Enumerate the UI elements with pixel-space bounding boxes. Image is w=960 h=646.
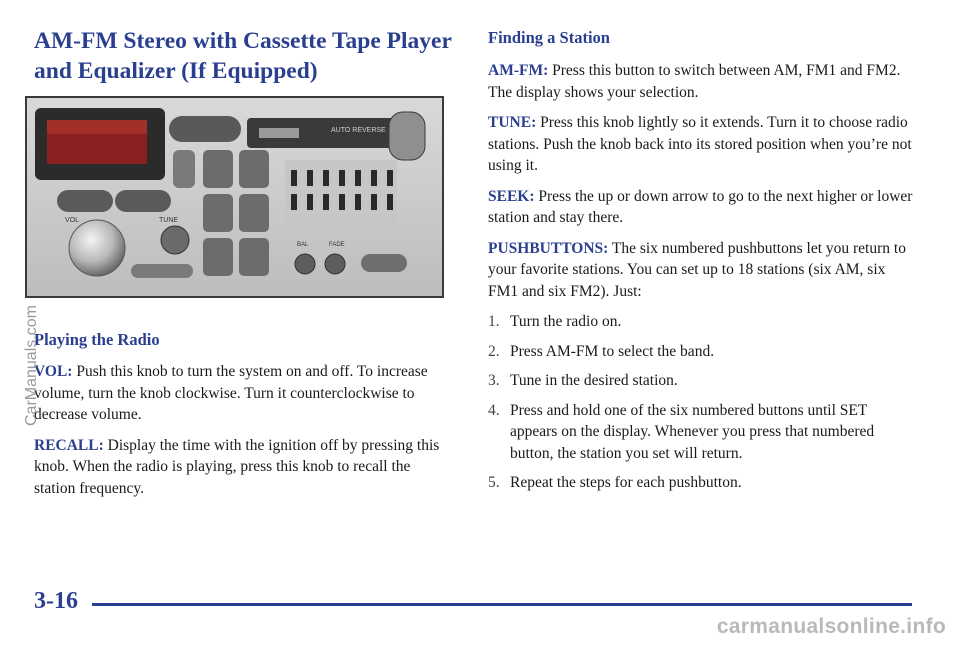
step-text: Turn the radio on.: [510, 313, 622, 330]
side-watermark-text: CarManuals.com: [23, 305, 40, 426]
eject-button[interactable]: [389, 112, 425, 160]
recall-paragraph: [34, 435, 449, 500]
list-item: [488, 400, 918, 465]
amfm-paragraph: [488, 60, 918, 103]
vol-label: VOL: [65, 217, 80, 224]
tune-knob[interactable]: [161, 226, 189, 254]
step-number: 1.: [488, 313, 500, 330]
fade-label: FADE: [329, 242, 345, 248]
step-number: 4.: [488, 401, 500, 419]
auto-reverse-label: AUTO REVERSE: [331, 127, 386, 134]
list-item: [488, 370, 918, 392]
recall-description: Display the time with the ignition off by pressing this knob. When the radio is playing, press this knob to recall the station frequency.: [34, 436, 440, 497]
tune-term: TUNE:: [488, 114, 537, 131]
radio-illustration: [27, 98, 442, 296]
vol-term: VOL:: [34, 363, 73, 380]
tape-button[interactable]: [131, 264, 193, 278]
preset-5-button[interactable]: [203, 238, 233, 276]
list-item: [488, 341, 918, 363]
seek-description: Press the up or down arrow to go to the next higher or lower station and stay there.: [488, 187, 913, 226]
step-number: 5.: [488, 474, 500, 491]
recall-term: RECALL:: [34, 436, 104, 454]
step-text: Press AM-FM to select the band.: [510, 342, 715, 360]
eq-toggle-button[interactable]: [361, 254, 407, 272]
preset-6-button[interactable]: [239, 238, 269, 276]
bal-label: BAL: [297, 242, 309, 248]
steps-list: [488, 311, 918, 494]
page-title: [34, 26, 454, 86]
bottom-watermark: carmanualsonline.info: [716, 615, 946, 638]
pushbuttons-term: PUSHBUTTONS:: [488, 239, 609, 257]
vol-description: Push this knob to turn the system on and off. To increase volume, turn the knob clockwise. Turn it counterclockwise to decrease volume.: [34, 363, 428, 423]
side-watermark: [9, 226, 40, 426]
amfm-term: AM-FM:: [488, 62, 549, 79]
step-text: Press and hold one of the six numbered buttons until SET appears on the display. Whenever you press that numbered button, the station you set will return.: [510, 401, 875, 462]
volume-knob[interactable]: [69, 220, 125, 276]
list-item: [488, 472, 918, 494]
step-number: 2.: [488, 342, 500, 360]
pushbuttons-description: The six numbered pushbuttons let you return to your favorite stations. You can set up to 18 stations (six AM, six FM1 and six FM2). Just:: [488, 239, 906, 300]
list-item: [488, 311, 918, 333]
page-number: 3-16: [34, 588, 78, 614]
seek-up-button[interactable]: [115, 190, 171, 212]
footer-rule: [92, 603, 912, 606]
step-number: 3.: [488, 372, 500, 389]
tune-label: TUNE: [159, 217, 179, 224]
title-line-2: and Equalizer (If Equipped): [34, 58, 318, 84]
balance-knob[interactable]: [295, 254, 315, 274]
seek-term: SEEK:: [488, 187, 535, 205]
vol-paragraph: [34, 361, 449, 426]
step-text: Tune in the desired station.: [510, 372, 678, 389]
step-text: Repeat the steps for each pushbutton.: [510, 474, 742, 491]
right-column: [488, 28, 918, 502]
preset-1-button[interactable]: [203, 150, 233, 188]
seek-down-button[interactable]: [57, 190, 113, 212]
finding-heading: Finding a Station: [488, 28, 610, 47]
title-line-1: AM-FM Stereo with Cassette Tape Player: [34, 28, 452, 54]
fade-knob[interactable]: [325, 254, 345, 274]
tune-description: Press this knob lightly so it extends. Turn it to choose radio stations. Push the knob back into its stored position when you’re not using it.: [488, 114, 912, 174]
left-column: [34, 330, 449, 508]
preset-3-button[interactable]: [203, 194, 233, 232]
playing-heading: Playing the Radio: [34, 330, 160, 349]
amfm-description: Press this button to switch between AM, FM1 and FM2. The display shows your selection.: [488, 62, 901, 101]
tune-paragraph: [488, 112, 918, 177]
seek-paragraph: [488, 186, 918, 229]
amfm-button[interactable]: [169, 116, 241, 142]
seek-button[interactable]: [173, 150, 195, 188]
pushbuttons-paragraph: [488, 238, 918, 303]
preset-2-button[interactable]: [239, 150, 269, 188]
preset-4-button[interactable]: [239, 194, 269, 232]
radio-photo: [25, 96, 444, 298]
